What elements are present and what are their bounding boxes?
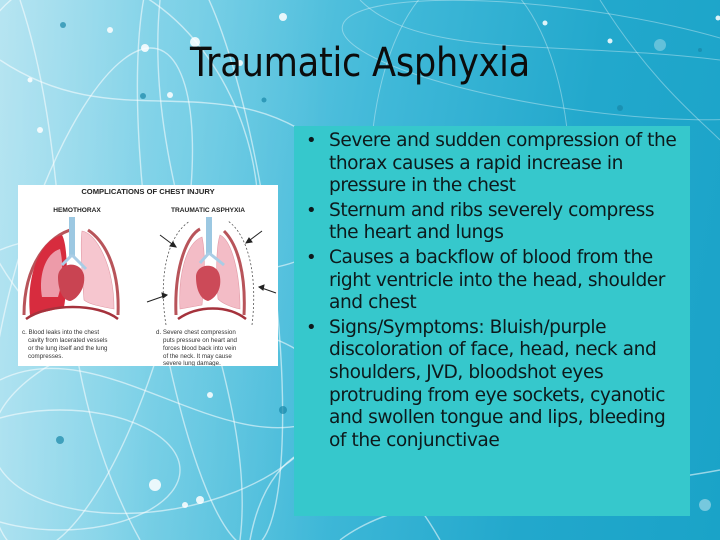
bullet-list bbox=[306, 130, 680, 452]
bullet-text: Severe and sudden compression of the thorax causes a rapid increase in pressure in the chest bbox=[329, 130, 677, 197]
bullet-item bbox=[306, 247, 680, 315]
caption-d-line-3: forces blood back into vein bbox=[163, 345, 237, 352]
panel-label-hemothorax: HEMOTHORAX bbox=[53, 207, 101, 214]
bullet-icon: • bbox=[306, 199, 317, 221]
slide-title: Traumatic Asphyxia bbox=[189, 40, 530, 86]
chest-injury-figure bbox=[18, 185, 278, 366]
traumatic-asphyxia-illustration bbox=[147, 217, 276, 325]
bullet-text: Causes a backflow of blood from the right ventricle into the head, shoulder and chest bbox=[329, 246, 665, 314]
bullet-text: Sternum and ribs severely compress the heart and lungs bbox=[329, 199, 655, 244]
hemothorax-illustration bbox=[24, 217, 118, 319]
panel-label-traumatic-asphyxia: TRAUMATIC ASPHYXIA bbox=[171, 207, 245, 214]
caption-c-line-3: or the lung itself and the lung bbox=[28, 345, 108, 352]
bullet-item bbox=[306, 130, 680, 198]
caption-d-line-1: d. Severe chest compression bbox=[156, 329, 236, 336]
caption-c-line-4: compresses. bbox=[28, 353, 64, 360]
caption-d-line-2: puts pressure on heart and bbox=[163, 337, 237, 344]
bullet-icon: • bbox=[306, 316, 317, 338]
caption-c-line-1: c. Blood leaks into the chest bbox=[22, 329, 100, 336]
bullet-textbox bbox=[294, 126, 690, 516]
bullet-icon: • bbox=[306, 246, 317, 268]
caption-d-line-4: of the neck. It may cause bbox=[163, 353, 232, 360]
figure-heading: COMPLICATIONS OF CHEST INJURY bbox=[81, 187, 215, 196]
caption-c-line-2: cavity from lacerated vessels bbox=[28, 337, 108, 344]
bullet-icon: • bbox=[306, 130, 317, 151]
caption-d-line-5: severe lung damage. bbox=[163, 360, 221, 366]
bullet-item bbox=[306, 200, 680, 245]
bullet-text: Signs/Symptoms: Bluish/purple discoloration of face, head, neck and shoulders, JVD, bloodshot eyes protruding from eye sockets, cyanotic and swollen tongue and lips, bleeding of the conjunctivae bbox=[329, 316, 666, 451]
bullet-item bbox=[306, 317, 680, 453]
